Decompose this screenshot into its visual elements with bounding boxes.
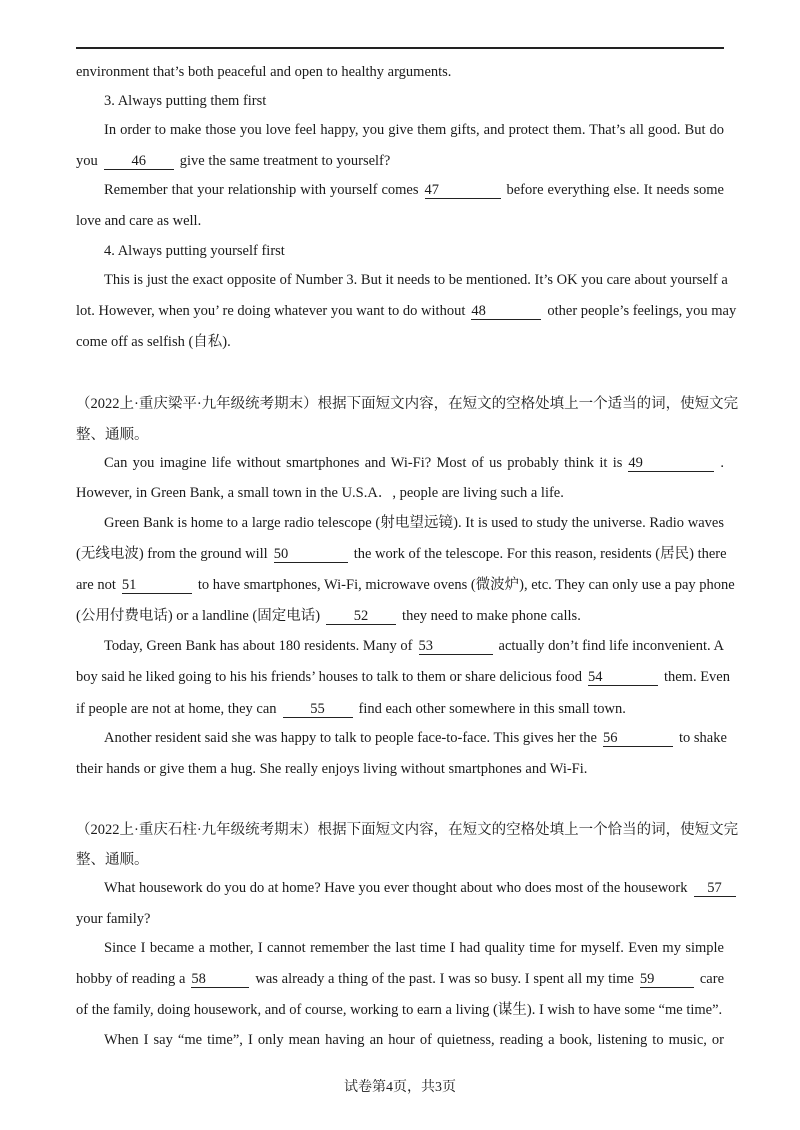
text-segment: Today, Green Bank has about 180 residents. Many of bbox=[104, 638, 413, 654]
answer-blank: 51 bbox=[122, 577, 192, 594]
text-segment: (公用付费电话) or a landline (固定电话) bbox=[76, 608, 321, 624]
answer-blank: 47 bbox=[425, 182, 501, 199]
question-header: （2022上·重庆梁平·九年级统考期末）根据下面短文内容，在短文的空格处填上一个适当的词，使短文完 bbox=[76, 396, 739, 412]
answer-blank: 59 bbox=[640, 971, 694, 988]
answer-blank: 56 bbox=[603, 730, 673, 747]
text-segment: them. Even bbox=[663, 669, 730, 685]
answer-blank: 50 bbox=[274, 546, 348, 563]
text-segment: to shake bbox=[678, 730, 727, 746]
text-segment: was already a thing of the past. I was so busy. I spent all my time bbox=[255, 971, 634, 987]
text-line bbox=[104, 453, 724, 473]
answer-blank: 54 bbox=[588, 669, 658, 686]
text-line: However, in Green Bank, a small town in the U.S.A．, people are living such a life. bbox=[76, 485, 564, 501]
text-segment: they need to make phone calls. bbox=[402, 608, 581, 624]
answer-blank: 53 bbox=[419, 638, 493, 655]
text-line bbox=[76, 667, 730, 687]
header-rule bbox=[76, 47, 724, 49]
text-segment: are not bbox=[76, 577, 116, 593]
text-segment: actually don’t find life inconvenient. A bbox=[498, 638, 724, 654]
text-segment: (无线电波) from the ground will bbox=[76, 546, 268, 562]
text-segment: other people’s feelings, you may bbox=[547, 303, 737, 319]
text-segment: lot. However, when you’ re doing whatever you want to do without bbox=[76, 303, 466, 319]
question-header: 整、通顺。 bbox=[76, 852, 149, 868]
answer-blank: 55 bbox=[283, 701, 353, 718]
text-segment: give the same treatment to yourself? bbox=[179, 153, 391, 169]
answer-blank: 58 bbox=[191, 971, 249, 988]
text-segment: find each other somewhere in this small town. bbox=[358, 701, 626, 717]
section-heading: 3. Always putting them first bbox=[104, 93, 267, 109]
text-line: This is just the exact opposite of Number 3. But it needs to be mentioned. It’s OK you care about yourself a bbox=[104, 272, 728, 288]
text-line: Green Bank is home to a large radio telescope (射电望远镜). It is used to study the universe. Radio waves bbox=[104, 515, 724, 531]
answer-blank: 57 bbox=[694, 880, 736, 897]
question-header: （2022上·重庆石柱·九年级统考期末）根据下面短文内容，在短文的空格处填上一个恰当的词，使短文完 bbox=[76, 822, 739, 838]
text-line: Since I became a mother, I cannot remember the last time I had quality time for myself. Even my simple bbox=[104, 940, 724, 956]
text-segment: to have smartphones, Wi-Fi, microwave ovens (微波炉), etc. They can only use a pay phone bbox=[197, 577, 735, 593]
answer-blank: 48 bbox=[471, 303, 541, 320]
text-segment: hobby of reading a bbox=[76, 971, 186, 987]
text-segment: What housework do you do at home? Have you ever thought about who does most of the housework bbox=[104, 880, 688, 896]
text-line bbox=[104, 180, 724, 200]
section-heading: 4. Always putting yourself first bbox=[104, 243, 285, 259]
text-segment: Another resident said she was happy to talk to people face-to-face. This gives her the bbox=[104, 730, 597, 746]
answer-blank: 52 bbox=[326, 608, 396, 625]
text-line bbox=[104, 878, 724, 898]
text-segment: . bbox=[720, 455, 724, 471]
text-line bbox=[76, 606, 724, 626]
text-segment: the work of the telescope. For this reason, residents (居民) there bbox=[353, 546, 727, 562]
text-segment: if people are not at home, they can bbox=[76, 701, 277, 717]
text-segment: care bbox=[699, 971, 725, 987]
text-line bbox=[76, 544, 727, 564]
text-line bbox=[76, 575, 735, 595]
text-segment: you bbox=[76, 153, 98, 169]
text-line: your family? bbox=[76, 911, 151, 927]
text-line bbox=[104, 728, 727, 748]
text-line: their hands or give them a hug. She really enjoys living without smartphones and Wi-Fi. bbox=[76, 761, 588, 777]
answer-blank: 46 bbox=[104, 153, 174, 170]
text-segment: Remember that your relationship with yourself comes bbox=[104, 182, 419, 198]
text-segment: before everything else. It needs some bbox=[506, 182, 724, 198]
text-line: In order to make those you love feel happy, you give them gifts, and protect them. That’s all good. But do bbox=[104, 122, 724, 138]
question-header: 整、通顺。 bbox=[76, 427, 149, 443]
text-line: love and care as well. bbox=[76, 213, 202, 229]
text-line: of the family, doing housework, and of course, working to earn a living (谋生). I wish to have some “me time”. bbox=[76, 1002, 723, 1018]
answer-blank: 49 bbox=[628, 455, 714, 472]
text-segment: boy said he liked going to his his friends’ houses to talk to them or share delicious food bbox=[76, 669, 582, 685]
text-line bbox=[76, 301, 737, 321]
text-line: environment that’s both peaceful and open to healthy arguments. bbox=[76, 64, 452, 80]
text-line bbox=[76, 699, 724, 719]
text-segment: Can you imagine life without smartphones and Wi-Fi? Most of us probably think it is bbox=[104, 455, 623, 471]
text-line: come off as selfish (自私). bbox=[76, 334, 231, 350]
text-line: When I say “me time”, I only mean having an hour of quietness, reading a book, listening to music, or bbox=[104, 1032, 724, 1048]
text-line bbox=[76, 969, 724, 989]
page-footer: 试卷第4页，共3页 bbox=[344, 1080, 456, 1095]
text-line bbox=[104, 636, 724, 656]
text-line bbox=[76, 151, 724, 171]
